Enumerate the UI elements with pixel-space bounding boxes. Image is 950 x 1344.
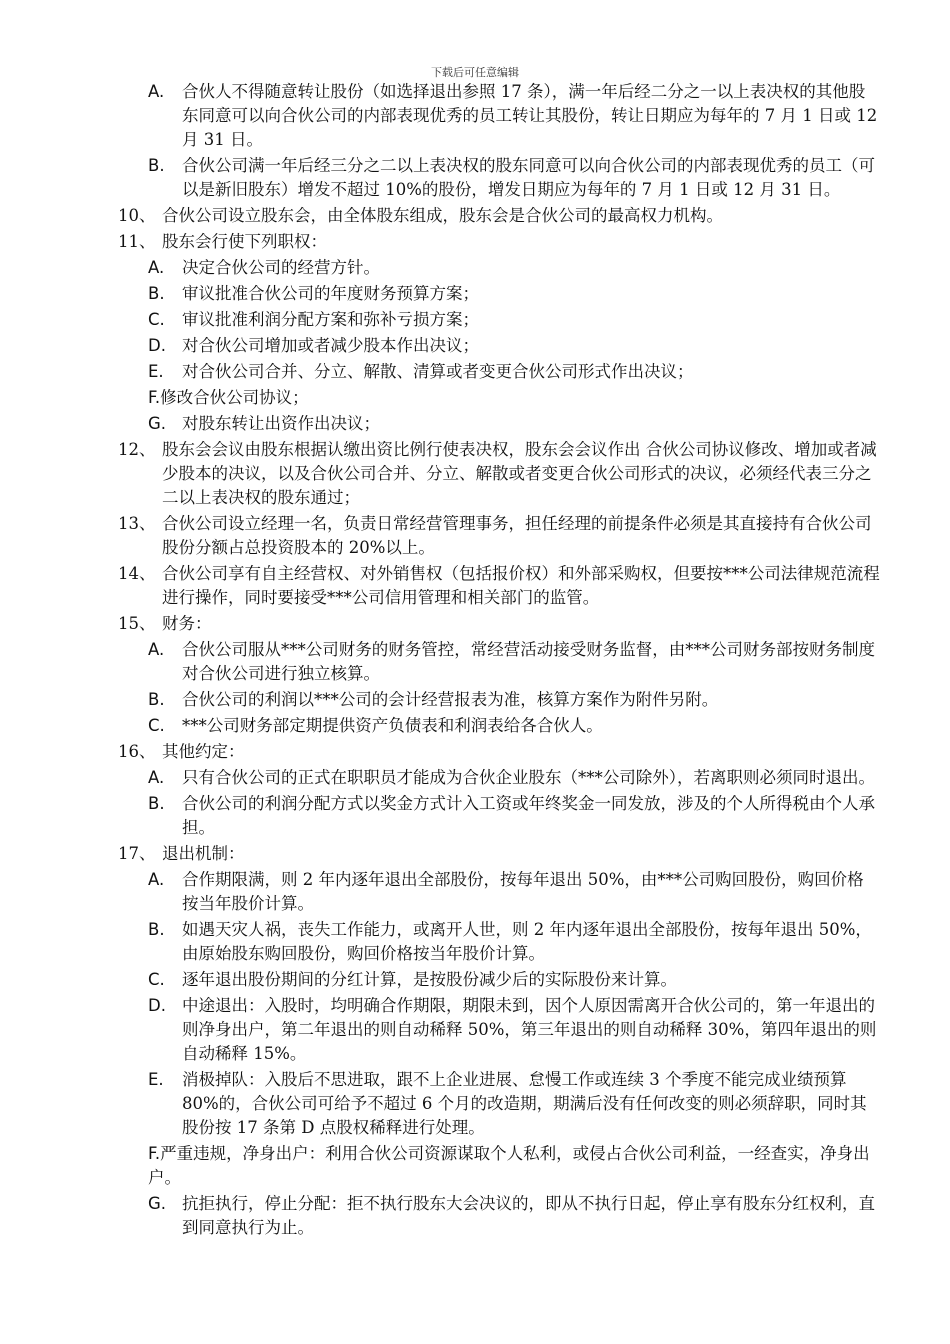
item-label: G.: [148, 1194, 167, 1213]
item-label: 12、: [118, 440, 156, 459]
clause-item: [0, 204, 880, 228]
sub-clause-item: [0, 1192, 880, 1240]
item-text: 财务：: [162, 614, 212, 633]
sub-clause-item: [0, 334, 880, 358]
sub-clause-item: [0, 308, 880, 332]
clause-item: [0, 562, 880, 610]
item-text: ***公司财务部定期提供资产负债表和利润表给各合伙人。: [182, 716, 603, 735]
item-label: A.: [148, 258, 165, 277]
item-text: 合伙人不得随意转让股份（如选择退出参照 17 条），满一年后经二分之一以上表决权的其他股东同意可以向合伙公司的内部表现优秀的员工转让其股份，转让日期应为每年的 7 月 1 日或 12 月 31 日。: [182, 82, 878, 149]
item-text: 合作期限满，则 2 年内逐年退出全部股份，按每年退出 50%，由***公司购回股份，购回价格按当年股价计算。: [182, 870, 864, 913]
item-text: 合伙公司的利润分配方式以奖金方式计入工资或年终奖金一同发放，涉及的个人所得税由个人承担。: [182, 794, 875, 837]
item-label: A.: [148, 640, 165, 659]
item-text: 退出机制：: [162, 844, 245, 863]
clause-item: [0, 842, 880, 866]
item-label: C.: [148, 970, 165, 989]
sub-clause-item: [0, 360, 880, 384]
item-text: 审议批准利润分配方案和弥补亏损方案；: [182, 310, 479, 329]
item-text: 中途退出：入股时，均明确合作期限，期限未到，因个人原因需离开合伙公司的，第一年退出的则净身出户，第二年退出的则自动稀释 50%，第三年退出的则自动稀释 30%，第四年退出的则自动稀释 15%。: [182, 996, 877, 1063]
clause-item: [0, 740, 880, 764]
sub-clause-item: [0, 282, 880, 306]
sub-clause-item: [0, 792, 880, 840]
clause-item: [0, 512, 880, 560]
item-text: 对股东转让出资作出决议；: [182, 414, 380, 433]
clause-item: [0, 438, 880, 510]
item-label: E.: [148, 1070, 164, 1089]
clause-item: [0, 612, 880, 636]
item-label: E.: [148, 362, 164, 381]
item-text: 其他约定：: [162, 742, 245, 761]
item-label: B.: [148, 156, 165, 175]
item-label: B.: [148, 284, 165, 303]
page-header: 下载后可任意编辑: [431, 66, 519, 79]
item-text: 合伙公司享有自主经营权、对外销售权（包括报价权）和外部采购权，但要按***公司法律规范流程进行操作，同时要接受***公司信用管理和相关部门的监管。: [162, 564, 880, 607]
item-label: B.: [148, 794, 165, 813]
item-label: 15、: [118, 614, 156, 633]
sub-clause-item: [0, 688, 880, 712]
sub-clause-item: [0, 766, 880, 790]
item-text: 股东会行使下列职权：: [162, 232, 327, 251]
item-label: C.: [148, 716, 165, 735]
item-text: 逐年退出股份期间的分红计算，是按股份减少后的实际股份来计算。: [182, 970, 677, 989]
sub-clause-item: [0, 386, 880, 410]
item-text: 股东会会议由股东根据认缴出资比例行使表决权，股东会会议作出 合伙公司协议修改、增加或者减少股本的决议，以及合伙公司合并、分立、解散或者变更合伙公司形式的决议，必须经代表三分之二以上表决权的股东通过；: [162, 440, 877, 507]
item-text: 决定合伙公司的经营方针。: [182, 258, 380, 277]
sub-clause-item: [0, 918, 880, 966]
item-text: 严重违规，净身出户：利用合伙公司资源谋取个人私利，或侵占合伙公司利益，一经查实，净身出户。: [148, 1144, 870, 1187]
item-label: 14、: [118, 564, 156, 583]
document-body: [0, 80, 950, 1242]
item-label: D.: [148, 996, 166, 1015]
item-label: 10、: [118, 206, 156, 225]
sub-clause-item: [0, 868, 880, 916]
item-label: 13、: [118, 514, 156, 533]
sub-clause-item: [0, 1068, 880, 1140]
item-label: A.: [148, 768, 165, 787]
item-text: 合伙公司设立经理一名，负责日常经营管理事务，担任经理的前提条件必须是其直接持有合伙公司股份分额占总投资股本的 20%以上。: [162, 514, 872, 557]
item-text: 消极掉队：入股后不思进取，跟不上企业进展、怠慢工作或连续 3 个季度不能完成业绩预算 80%的，合伙公司可给予不超过 6 个月的改造期，期满后没有任何改变的则必须辞职，同时其股份按 17 条第 D 点股权稀释进行处理。: [182, 1070, 867, 1137]
item-text: 抗拒执行，停止分配：拒不执行股东大会决议的，即从不执行日起，停止享有股东分红权利，直到同意执行为止。: [182, 1194, 875, 1237]
item-text: 合伙公司的利润以***公司的会计经营报表为准，核算方案作为附件另附。: [182, 690, 719, 709]
item-label: G.: [148, 414, 167, 433]
sub-clause-item: [0, 256, 880, 280]
item-label: B.: [148, 690, 165, 709]
sub-clause-item: [0, 968, 880, 992]
sub-clause-item: [0, 1142, 880, 1190]
item-label: A.: [148, 870, 165, 889]
item-label: F.: [148, 388, 161, 407]
item-label: F.: [148, 1144, 161, 1163]
sub-clause-item: [0, 154, 880, 202]
sub-clause-item: [0, 412, 880, 436]
sub-clause-item: [0, 80, 880, 152]
item-label: 17、: [118, 844, 156, 863]
item-label: A.: [148, 82, 165, 101]
sub-clause-item: [0, 714, 880, 738]
item-text: 只有合伙公司的正式在职职员才能成为合伙企业股东（***公司除外），若离职则必须同时退出。: [182, 768, 875, 787]
item-text: 合伙公司满一年后经三分之二以上表决权的股东同意可以向合伙公司的内部表现优秀的员工（可以是新旧股东）增发不超过 10%的股份，增发日期应为每年的 7 月 1 日或 12 月 31 日。: [182, 156, 875, 199]
item-label: D.: [148, 336, 166, 355]
item-text: 审议批准合伙公司的年度财务预算方案；: [182, 284, 479, 303]
sub-clause-item: [0, 638, 880, 686]
item-label: C.: [148, 310, 165, 329]
item-text: 对合伙公司合并、分立、解散、清算或者变更合伙公司形式作出决议；: [182, 362, 694, 381]
item-text: 合伙公司设立股东会，由全体股东组成，股东会是合伙公司的最高权力机构。: [162, 206, 723, 225]
item-text: 修改合伙公司协议；: [160, 388, 309, 407]
item-label: 16、: [118, 742, 156, 761]
item-text: 合伙公司服从***公司财务的财务管控，常经营活动接受财务监督，由***公司财务部按财务制度对合伙公司进行独立核算。: [182, 640, 875, 683]
item-label: B.: [148, 920, 165, 939]
item-label: 11、: [118, 232, 156, 251]
item-text: 如遇天灾人祸，丧失工作能力，或离开人世，则 2 年内逐年退出全部股份，按每年退出 50%，由原始股东购回股份，购回价格按当年股价计算。: [182, 920, 872, 963]
sub-clause-item: [0, 994, 880, 1066]
item-text: 对合伙公司增加或者减少股本作出决议；: [182, 336, 479, 355]
clause-item: [0, 230, 880, 254]
